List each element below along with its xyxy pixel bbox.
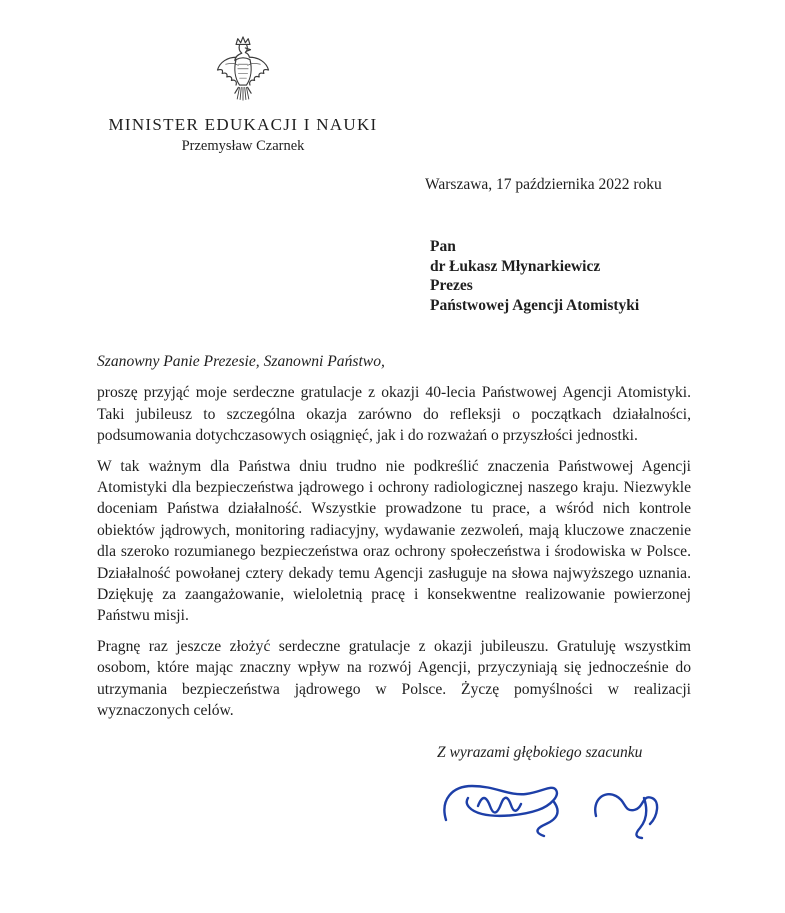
recipient-line: Prezes: [430, 277, 473, 294]
closing-phrase: Z wyrazami głębokiego szacunku: [437, 744, 643, 761]
letter-body: [97, 351, 691, 731]
paragraph-1: proszę przyjąć moje serdeczne gratulacje z okazji 40-lecia Państwowej Agencji Atomistyki. Taki jubileusz to szczególna okazja zarówno do refleksji o początkach działalności, podsumowania dotychczasowych osiągnięć, jak i do rozważań o przyszłości jednostki.: [97, 384, 691, 445]
recipient-line: Pan: [430, 238, 456, 255]
dateline: Warszawa, 17 października 2022 roku: [425, 176, 662, 193]
ministry-title: MINISTER EDUKACJI I NAUKI: [108, 115, 378, 134]
paragraph-3: Pragnę raz jeszcze złożyć serdeczne gratulacje z okazji jubileuszu. Gratuluję wszystkim osobom, które mając znaczny wpływ na rozwój Agencji, przyczyniają się jednocześnie do utrzymania bezpieczeństwa jądrowego w Polsce. Życzę pomyślności w realizacji wyznaczonych celów.: [97, 637, 691, 720]
salutation: Szanowny Panie Prezesie, Szanowni Państwo,: [97, 353, 385, 370]
recipient-line: Państwowej Agencji Atomistyki: [430, 296, 640, 314]
letterhead: [88, 34, 398, 155]
recipient-block: [430, 237, 639, 315]
polish-eagle-emblem-icon: [88, 34, 398, 106]
recipient-line: dr Łukasz Młynarkiewicz: [430, 257, 601, 275]
paragraph-2: W tak ważnym dla Państwa dniu trudno nie podkreślić znaczenia Państwowej Agencji Atomistyki dla bezpieczeństwa jądrowego i ochrony radiologicznej naszego kraju. Niezwykle doceniam Państwa działalność. Wszystkie prowadzone tu prace, a wśród nich kontrole obiektów jądrowych, monitoring radiacyjny, wydawanie zezwoleń, mają kluczowe znaczenie dla szeroko rozumianego bezpieczeństwa oraz ochrony społeczeństwa i środowiska w Polsce. Działalność powołanej cztery dekady temu Agencji zasługuje na słowa najwyższego uznania. Dziękuję za zaangażowanie, wieloletnią pracę i konsekwentne realizowanie powierzonej Państwu misji.: [97, 457, 691, 625]
minister-name: Przemysław Czarnek: [181, 138, 305, 154]
handwritten-signature: [438, 772, 668, 861]
